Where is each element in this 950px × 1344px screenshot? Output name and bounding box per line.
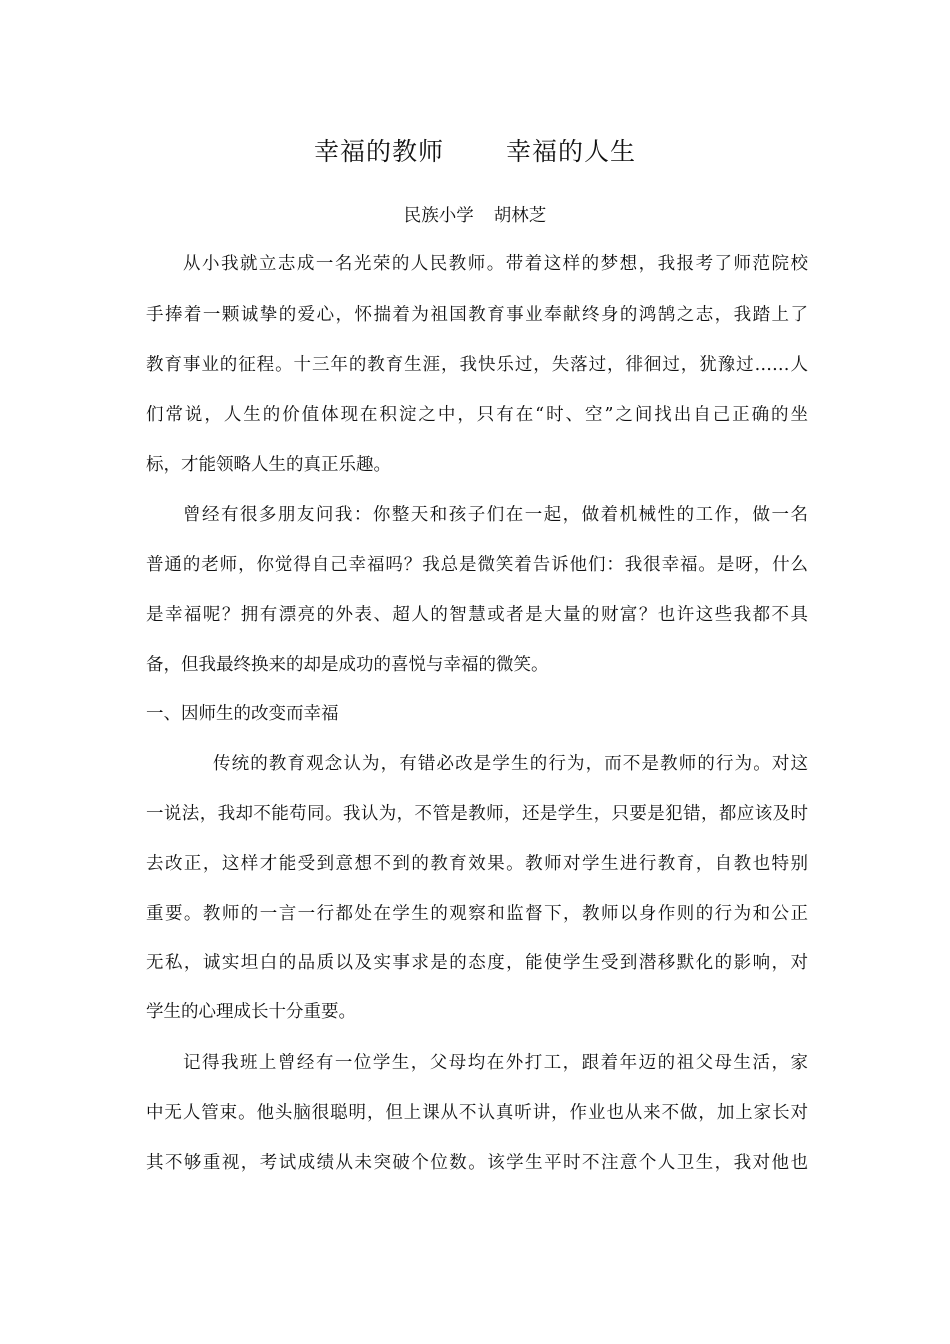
text-line: 记得我班上曾经有一位学生，父母均在外打工，跟着年迈的祖父母生活，家 <box>183 1053 808 1073</box>
text-line: 其不够重视，考试成绩从未突破个位数。该学生平时不注意个人卫生，我对他也 <box>146 1153 808 1173</box>
text-line: 重要。教师的一言一行都处在学生的观察和监督下，教师以身作则的行为和公正 <box>146 904 808 924</box>
text-line: 从小我就立志成一名光荣的人民教师。带着这样的梦想，我报考了师范院校 <box>183 254 808 274</box>
author-line <box>0 202 950 227</box>
text-line: 一说法，我却不能苟同。我认为，不管是教师，还是学生，只要是犯错，都应该及时 <box>146 804 808 824</box>
text-line: 无私，诚实坦白的品质以及实事求是的态度，能使学生受到潜移默化的影响，对 <box>146 953 808 973</box>
text-line: 手捧着一颗诚挚的爱心，怀揣着为祖国教育事业奉献终身的鸿鹄之志，我踏上了 <box>146 305 808 325</box>
text-line: 曾经有很多朋友问我：你整天和孩子们在一起，做着机械性的工作，做一名 <box>183 505 808 525</box>
text-line: 是幸福呢？拥有漂亮的外表、超人的智慧或者是大量的财富？也许这些我都不具 <box>146 605 808 625</box>
text-line: 标，才能领略人生的真正乐趣。 <box>146 455 391 475</box>
text-line: 学生的心理成长十分重要。 <box>146 1002 356 1022</box>
title-left: 幸福的教师 <box>313 137 444 166</box>
text-line: 备，但我最终换来的却是成功的喜悦与幸福的微笑。 <box>146 655 549 675</box>
document-title <box>0 132 950 168</box>
text-line: 们常说，人生的价值体现在积淀之中，只有在“时、空”之间找出自己正确的坐 <box>146 405 808 425</box>
author-school: 民族小学 <box>403 206 474 226</box>
text-line: 传统的教育观念认为，有错必改是学生的行为，而不是教师的行为。对这 <box>213 754 808 774</box>
text-line: 普通的老师，你觉得自己幸福吗？我总是微笑着告诉他们：我很幸福。是呀，什么 <box>146 555 808 575</box>
text-line: 中无人管束。他头脑很聪明，但上课从不认真听讲，作业也从来不做，加上家长对 <box>146 1103 808 1123</box>
text-line: 去改正，这样才能受到意想不到的教育效果。教师对学生进行教育，自教也特别 <box>146 854 808 874</box>
text-line: 教育事业的征程。十三年的教育生涯，我快乐过，失落过，徘徊过，犹豫过……人 <box>146 355 808 375</box>
author-name: 胡林芝 <box>493 206 547 226</box>
section-heading: 一、因师生的改变而幸福 <box>146 704 339 724</box>
title-right: 幸福的人生 <box>506 137 637 166</box>
